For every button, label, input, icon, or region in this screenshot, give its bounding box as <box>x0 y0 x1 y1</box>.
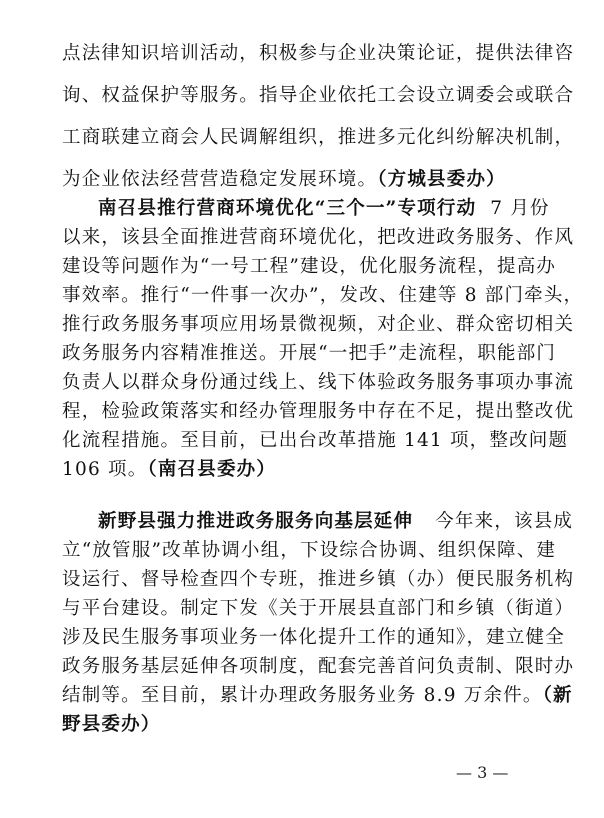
para3-line7-text: 结制等。至目前，累计办理政务服务业务 8.9 万余件。 <box>62 685 543 706</box>
para2-line2: 以来，该县全面推进营商环境优化，把改进政务服务、作风 <box>62 227 575 248</box>
para3-line6: 政务服务基层延伸各项制度，配套完善首问负责制、限时办 <box>62 656 575 677</box>
para1-source: （方城县委办） <box>377 169 506 190</box>
para2-source: （南召县委办） <box>147 459 277 480</box>
page-number: — 3 — <box>456 763 509 782</box>
para3-line1 <box>98 510 574 534</box>
para3-source-end: 野县委办） <box>62 714 161 735</box>
para2-line1-tail: 7 月份 <box>490 198 550 219</box>
para3-line5: 涉及民生服务事项业务一体化提升工作的通知》，建立健全 <box>62 627 565 648</box>
para1-line2: 询、权益保护等服务。指导企业依托工会设立调委会或联合 <box>62 85 575 106</box>
para2-line4: 事效率。推行“一件事一次办”，发改、住建等 8 部门牵头， <box>62 285 584 306</box>
para2-line7: 负责人以群众身份通过线上、线下体验政务服务事项办事流 <box>62 372 575 393</box>
para1-line4 <box>62 168 542 192</box>
para2-line5: 推行政务服务事项应用场景微视频，对企业、群众密切相关 <box>62 314 575 335</box>
para3-title: 新野县强力推进政务服务向基层延伸 <box>98 511 414 532</box>
para3-line4: 与平台建设。制定下发《关于开展县直部门和乡镇（街道） <box>62 598 575 619</box>
para3-line7 <box>62 684 573 708</box>
para2-line8: 程，检验政策落实和经办管理服务中存在不足，提出整改优 <box>62 401 575 422</box>
para2-title: 南召县推行营商环境优化“三个一”专项行动 <box>98 198 477 219</box>
para2-line10 <box>62 458 542 482</box>
para2-line10-text: 106 项。 <box>62 459 148 480</box>
para3-line3: 设运行、督导检查四个专班，推进乡镇（办）便民服务机构 <box>62 569 575 590</box>
para3-line1-tail: 今年来，该县成 <box>435 511 574 532</box>
para2-line9: 化流程措施。至目前，已出台改革措施 141 项，整改问题 <box>62 430 569 451</box>
para2-line6: 政务服务内容精准推送。开展“一把手”走流程，职能部门 <box>62 343 557 364</box>
para3-source-start: （新 <box>542 685 573 706</box>
para1-line3: 工商联建立商会人民调解组织，推进多元化纠纷解决机制， <box>62 127 575 148</box>
para2-line3: 建设等问题作为“一号工程”建设，优化服务流程，提高办 <box>62 256 557 277</box>
para3-line8 <box>62 713 542 737</box>
para1-line1: 点法律知识培训活动，积极参与企业决策论证，提供法律咨 <box>62 43 575 64</box>
para1-line4-text: 为企业依法经营营造稳定发展环境。 <box>62 169 378 190</box>
para2-line1 <box>98 197 550 221</box>
para3-line2: 立“放管服”改革协调小组，下设综合协调、组织保障、建 <box>62 540 557 561</box>
